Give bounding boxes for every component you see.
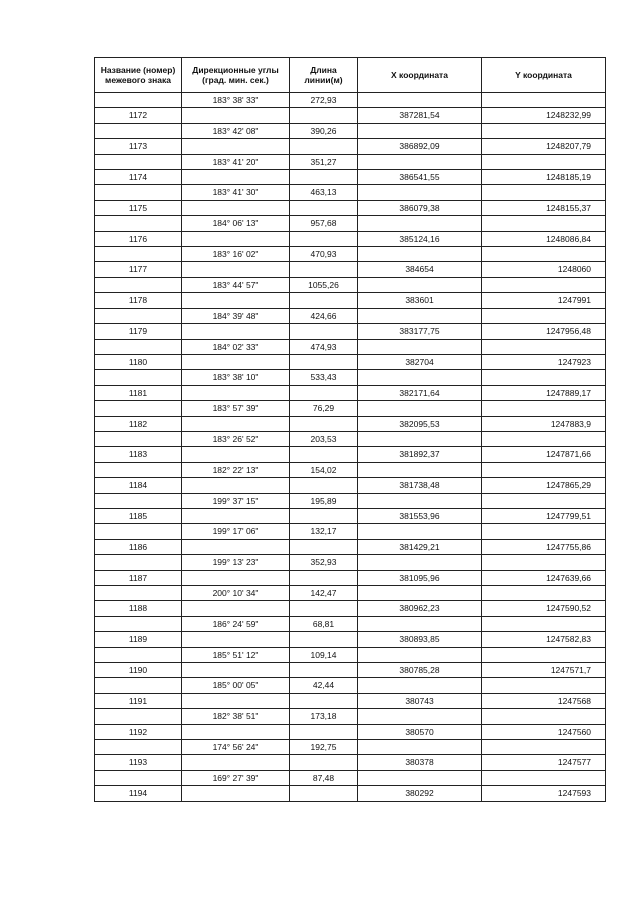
line-length-cell [290, 693, 358, 708]
y-coordinate-cell: 1247560 [482, 724, 606, 739]
mark-name-cell [95, 647, 182, 662]
line-length-cell [290, 570, 358, 585]
mark-name-cell: 1187 [95, 570, 182, 585]
table-row [95, 247, 606, 262]
table-row [95, 139, 606, 154]
table-body [95, 93, 606, 802]
direction-angle-cell [182, 508, 290, 523]
x-coordinate-cell: 385124,16 [358, 231, 482, 246]
direction-angle-cell [182, 200, 290, 215]
y-coordinate-cell: 1247991 [482, 293, 606, 308]
table-row [95, 170, 606, 185]
line-length-cell: 351,27 [290, 154, 358, 169]
mark-name-cell [95, 678, 182, 693]
x-coordinate-cell: 380743 [358, 693, 482, 708]
x-coordinate-cell: 387281,54 [358, 108, 482, 123]
direction-angle-cell: 186° 24' 59" [182, 616, 290, 631]
direction-angle-cell [182, 601, 290, 616]
x-coordinate-cell [358, 431, 482, 446]
mark-name-cell [95, 740, 182, 755]
direction-angle-cell: 199° 13' 23" [182, 555, 290, 570]
y-coordinate-cell: 1247593 [482, 786, 606, 801]
direction-angle-cell [182, 170, 290, 185]
mark-name-cell [95, 308, 182, 323]
table-row [95, 508, 606, 523]
line-length-cell [290, 786, 358, 801]
y-coordinate-cell: 1247923 [482, 354, 606, 369]
table-row [95, 447, 606, 462]
mark-name-cell [95, 185, 182, 200]
x-coordinate-cell [358, 524, 482, 539]
table-row [95, 770, 606, 785]
mark-name-cell: 1186 [95, 539, 182, 554]
line-length-cell [290, 139, 358, 154]
direction-angle-cell: 182° 38' 51" [182, 709, 290, 724]
boundary-marks-table [94, 57, 606, 802]
table-row [95, 339, 606, 354]
mark-name-cell: 1181 [95, 385, 182, 400]
x-coordinate-cell [358, 555, 482, 570]
line-length-cell: 109,14 [290, 647, 358, 662]
x-coordinate-cell [358, 709, 482, 724]
x-coordinate-cell [358, 93, 482, 108]
x-coordinate-cell [358, 277, 482, 292]
table-row [95, 277, 606, 292]
x-coordinate-cell [358, 339, 482, 354]
direction-angle-cell [182, 693, 290, 708]
table-row [95, 693, 606, 708]
mark-name-cell: 1172 [95, 108, 182, 123]
x-coordinate-cell [358, 462, 482, 477]
line-length-cell [290, 108, 358, 123]
x-coordinate-cell [358, 123, 482, 138]
direction-angle-cell [182, 663, 290, 678]
direction-angle-cell: 199° 17' 06" [182, 524, 290, 539]
line-length-cell: 87,48 [290, 770, 358, 785]
direction-angle-cell: 183° 16' 02" [182, 247, 290, 262]
direction-angle-cell: 183° 26' 52" [182, 431, 290, 446]
line-length-cell: 424,66 [290, 308, 358, 323]
y-coordinate-cell: 1247639,66 [482, 570, 606, 585]
x-coordinate-cell [358, 616, 482, 631]
x-coordinate-cell: 383601 [358, 293, 482, 308]
y-coordinate-cell [482, 647, 606, 662]
mark-name-cell: 1178 [95, 293, 182, 308]
direction-angle-cell: 174° 56' 24" [182, 740, 290, 755]
y-coordinate-cell: 1247889,17 [482, 385, 606, 400]
direction-angle-cell [182, 755, 290, 770]
table-row [95, 308, 606, 323]
direction-angle-cell: 183° 38' 10" [182, 370, 290, 385]
header-x-coordinate: X координата [358, 58, 482, 93]
line-length-cell [290, 724, 358, 739]
y-coordinate-cell [482, 524, 606, 539]
mark-name-cell [95, 462, 182, 477]
mark-name-cell: 1184 [95, 478, 182, 493]
y-coordinate-cell: 1247755,86 [482, 539, 606, 554]
x-coordinate-cell [358, 216, 482, 231]
mark-name-cell: 1190 [95, 663, 182, 678]
table-row [95, 293, 606, 308]
y-coordinate-cell: 1248207,79 [482, 139, 606, 154]
line-length-cell [290, 478, 358, 493]
mark-name-cell [95, 123, 182, 138]
line-length-cell: 533,43 [290, 370, 358, 385]
mark-name-cell: 1194 [95, 786, 182, 801]
x-coordinate-cell: 382704 [358, 354, 482, 369]
y-coordinate-cell [482, 709, 606, 724]
table-row [95, 524, 606, 539]
direction-angle-cell: 200° 10' 34" [182, 586, 290, 601]
mark-name-cell [95, 247, 182, 262]
y-coordinate-cell [482, 247, 606, 262]
y-coordinate-cell [482, 740, 606, 755]
line-length-cell [290, 231, 358, 246]
table-row [95, 586, 606, 601]
table-row [95, 755, 606, 770]
mark-name-cell: 1189 [95, 632, 182, 647]
x-coordinate-cell: 380785,28 [358, 663, 482, 678]
header-y-coordinate: Y координата [482, 58, 606, 93]
direction-angle-cell: 182° 22' 13" [182, 462, 290, 477]
mark-name-cell [95, 431, 182, 446]
x-coordinate-cell: 386079,38 [358, 200, 482, 215]
direction-angle-cell: 183° 42' 08" [182, 123, 290, 138]
direction-angle-cell [182, 724, 290, 739]
x-coordinate-cell [358, 401, 482, 416]
y-coordinate-cell [482, 339, 606, 354]
mark-name-cell: 1183 [95, 447, 182, 462]
y-coordinate-cell [482, 185, 606, 200]
mark-name-cell: 1180 [95, 354, 182, 369]
mark-name-cell: 1192 [95, 724, 182, 739]
direction-angle-cell: 184° 39' 48" [182, 308, 290, 323]
header-direction-angle: Дирекционные углы (град. мин. сек.) [182, 58, 290, 93]
mark-name-cell [95, 154, 182, 169]
table-row [95, 216, 606, 231]
y-coordinate-cell: 1248086,84 [482, 231, 606, 246]
mark-name-cell: 1188 [95, 601, 182, 616]
y-coordinate-cell [482, 93, 606, 108]
line-length-cell [290, 632, 358, 647]
mark-name-cell [95, 493, 182, 508]
table-row [95, 123, 606, 138]
table-row [95, 786, 606, 801]
mark-name-cell [95, 709, 182, 724]
y-coordinate-cell [482, 401, 606, 416]
table-row [95, 616, 606, 631]
x-coordinate-cell: 381892,37 [358, 447, 482, 462]
x-coordinate-cell: 381095,96 [358, 570, 482, 585]
line-length-cell [290, 385, 358, 400]
table-row [95, 724, 606, 739]
line-length-cell: 173,18 [290, 709, 358, 724]
y-coordinate-cell [482, 616, 606, 631]
direction-angle-cell [182, 354, 290, 369]
line-length-cell [290, 663, 358, 678]
direction-angle-cell [182, 231, 290, 246]
x-coordinate-cell: 380570 [358, 724, 482, 739]
mark-name-cell: 1175 [95, 200, 182, 215]
x-coordinate-cell [358, 154, 482, 169]
table-row [95, 570, 606, 585]
table-row [95, 185, 606, 200]
line-length-cell: 390,26 [290, 123, 358, 138]
table-row [95, 93, 606, 108]
direction-angle-cell [182, 539, 290, 554]
x-coordinate-cell: 380893,85 [358, 632, 482, 647]
x-coordinate-cell [358, 678, 482, 693]
y-coordinate-cell [482, 308, 606, 323]
x-coordinate-cell [358, 493, 482, 508]
direction-angle-cell [182, 416, 290, 431]
mark-name-cell: 1177 [95, 262, 182, 277]
y-coordinate-cell [482, 216, 606, 231]
line-length-cell [290, 324, 358, 339]
x-coordinate-cell [358, 740, 482, 755]
line-length-cell [290, 416, 358, 431]
y-coordinate-cell [482, 123, 606, 138]
x-coordinate-cell: 380378 [358, 755, 482, 770]
direction-angle-cell: 185° 00' 05" [182, 678, 290, 693]
y-coordinate-cell: 1247577 [482, 755, 606, 770]
line-length-cell: 957,68 [290, 216, 358, 231]
direction-angle-cell [182, 632, 290, 647]
y-coordinate-cell [482, 277, 606, 292]
table-row [95, 678, 606, 693]
x-coordinate-cell: 381429,21 [358, 539, 482, 554]
x-coordinate-cell: 382171,64 [358, 385, 482, 400]
mark-name-cell [95, 370, 182, 385]
mark-name-cell [95, 339, 182, 354]
y-coordinate-cell: 1247590,52 [482, 601, 606, 616]
y-coordinate-cell [482, 431, 606, 446]
mark-name-cell: 1174 [95, 170, 182, 185]
y-coordinate-cell: 1247883,9 [482, 416, 606, 431]
mark-name-cell: 1193 [95, 755, 182, 770]
line-length-cell: 192,75 [290, 740, 358, 755]
line-length-cell: 352,93 [290, 555, 358, 570]
line-length-cell: 272,93 [290, 93, 358, 108]
mark-name-cell [95, 524, 182, 539]
mark-name-cell [95, 616, 182, 631]
line-length-cell [290, 354, 358, 369]
direction-angle-cell: 183° 41' 30" [182, 185, 290, 200]
direction-angle-cell: 183° 38' 33" [182, 93, 290, 108]
y-coordinate-cell: 1247571,7 [482, 663, 606, 678]
direction-angle-cell: 169° 27' 39" [182, 770, 290, 785]
x-coordinate-cell [358, 370, 482, 385]
table-row [95, 416, 606, 431]
table-row [95, 601, 606, 616]
x-coordinate-cell: 386892,09 [358, 139, 482, 154]
line-length-cell: 68,81 [290, 616, 358, 631]
table-row [95, 324, 606, 339]
direction-angle-cell: 183° 57' 39" [182, 401, 290, 416]
line-length-cell: 470,93 [290, 247, 358, 262]
table-row [95, 200, 606, 215]
table-row [95, 354, 606, 369]
table-row [95, 478, 606, 493]
y-coordinate-cell [482, 555, 606, 570]
x-coordinate-cell [358, 308, 482, 323]
direction-angle-cell [182, 324, 290, 339]
line-length-cell: 1055,26 [290, 277, 358, 292]
x-coordinate-cell: 383177,75 [358, 324, 482, 339]
table-row [95, 154, 606, 169]
line-length-cell [290, 539, 358, 554]
x-coordinate-cell: 381553,96 [358, 508, 482, 523]
x-coordinate-cell [358, 647, 482, 662]
line-length-cell [290, 262, 358, 277]
direction-angle-cell: 183° 44' 57" [182, 277, 290, 292]
mark-name-cell: 1179 [95, 324, 182, 339]
y-coordinate-cell: 1247568 [482, 693, 606, 708]
mark-name-cell [95, 770, 182, 785]
table-row [95, 262, 606, 277]
mark-name-cell: 1176 [95, 231, 182, 246]
table-row [95, 108, 606, 123]
mark-name-cell: 1182 [95, 416, 182, 431]
table-row [95, 231, 606, 246]
x-coordinate-cell [358, 247, 482, 262]
mark-name-cell: 1173 [95, 139, 182, 154]
line-length-cell [290, 755, 358, 770]
direction-angle-cell: 184° 06' 13" [182, 216, 290, 231]
y-coordinate-cell [482, 770, 606, 785]
table-row [95, 709, 606, 724]
mark-name-cell [95, 555, 182, 570]
direction-angle-cell [182, 139, 290, 154]
x-coordinate-cell: 380292 [358, 786, 482, 801]
line-length-cell [290, 170, 358, 185]
line-length-cell: 195,89 [290, 493, 358, 508]
direction-angle-cell [182, 262, 290, 277]
y-coordinate-cell [482, 586, 606, 601]
table-row [95, 370, 606, 385]
line-length-cell [290, 293, 358, 308]
mark-name-cell: 1191 [95, 693, 182, 708]
table-row [95, 385, 606, 400]
mark-name-cell [95, 216, 182, 231]
direction-angle-cell [182, 385, 290, 400]
line-length-cell: 142,47 [290, 586, 358, 601]
line-length-cell [290, 601, 358, 616]
x-coordinate-cell: 381738,48 [358, 478, 482, 493]
y-coordinate-cell [482, 370, 606, 385]
mark-name-cell: 1185 [95, 508, 182, 523]
direction-angle-cell [182, 293, 290, 308]
y-coordinate-cell: 1247799,51 [482, 508, 606, 523]
direction-angle-cell: 199° 37' 15" [182, 493, 290, 508]
line-length-cell: 463,13 [290, 185, 358, 200]
x-coordinate-cell [358, 185, 482, 200]
table-row [95, 663, 606, 678]
x-coordinate-cell: 386541,55 [358, 170, 482, 185]
y-coordinate-cell: 1248060 [482, 262, 606, 277]
table-header-row [95, 58, 606, 93]
y-coordinate-cell: 1248232,99 [482, 108, 606, 123]
line-length-cell: 154,02 [290, 462, 358, 477]
table-row [95, 431, 606, 446]
y-coordinate-cell [482, 154, 606, 169]
header-line-length: Длина линии(м) [290, 58, 358, 93]
line-length-cell: 42,44 [290, 678, 358, 693]
x-coordinate-cell: 382095,53 [358, 416, 482, 431]
direction-angle-cell: 185° 51' 12" [182, 647, 290, 662]
direction-angle-cell [182, 478, 290, 493]
table-row [95, 632, 606, 647]
direction-angle-cell: 184° 02' 33" [182, 339, 290, 354]
x-coordinate-cell [358, 770, 482, 785]
direction-angle-cell [182, 108, 290, 123]
y-coordinate-cell: 1248155,37 [482, 200, 606, 215]
table-row [95, 555, 606, 570]
y-coordinate-cell: 1247871,66 [482, 447, 606, 462]
line-length-cell: 474,93 [290, 339, 358, 354]
table-row [95, 539, 606, 554]
table-row [95, 493, 606, 508]
line-length-cell: 203,53 [290, 431, 358, 446]
line-length-cell: 132,17 [290, 524, 358, 539]
direction-angle-cell [182, 786, 290, 801]
mark-name-cell [95, 93, 182, 108]
table-row [95, 647, 606, 662]
table-row [95, 462, 606, 477]
y-coordinate-cell: 1247582,83 [482, 632, 606, 647]
y-coordinate-cell: 1247956,48 [482, 324, 606, 339]
line-length-cell [290, 508, 358, 523]
table-row [95, 740, 606, 755]
line-length-cell [290, 447, 358, 462]
y-coordinate-cell: 1248185,19 [482, 170, 606, 185]
table-row [95, 401, 606, 416]
direction-angle-cell: 183° 41' 20" [182, 154, 290, 169]
mark-name-cell [95, 401, 182, 416]
y-coordinate-cell [482, 678, 606, 693]
line-length-cell: 76,29 [290, 401, 358, 416]
y-coordinate-cell: 1247865,29 [482, 478, 606, 493]
line-length-cell [290, 200, 358, 215]
mark-name-cell [95, 586, 182, 601]
x-coordinate-cell: 384654 [358, 262, 482, 277]
mark-name-cell [95, 277, 182, 292]
x-coordinate-cell: 380962,23 [358, 601, 482, 616]
direction-angle-cell [182, 570, 290, 585]
x-coordinate-cell [358, 586, 482, 601]
y-coordinate-cell [482, 462, 606, 477]
header-mark-name: Название (номер) межевого знака [95, 58, 182, 93]
direction-angle-cell [182, 447, 290, 462]
y-coordinate-cell [482, 493, 606, 508]
